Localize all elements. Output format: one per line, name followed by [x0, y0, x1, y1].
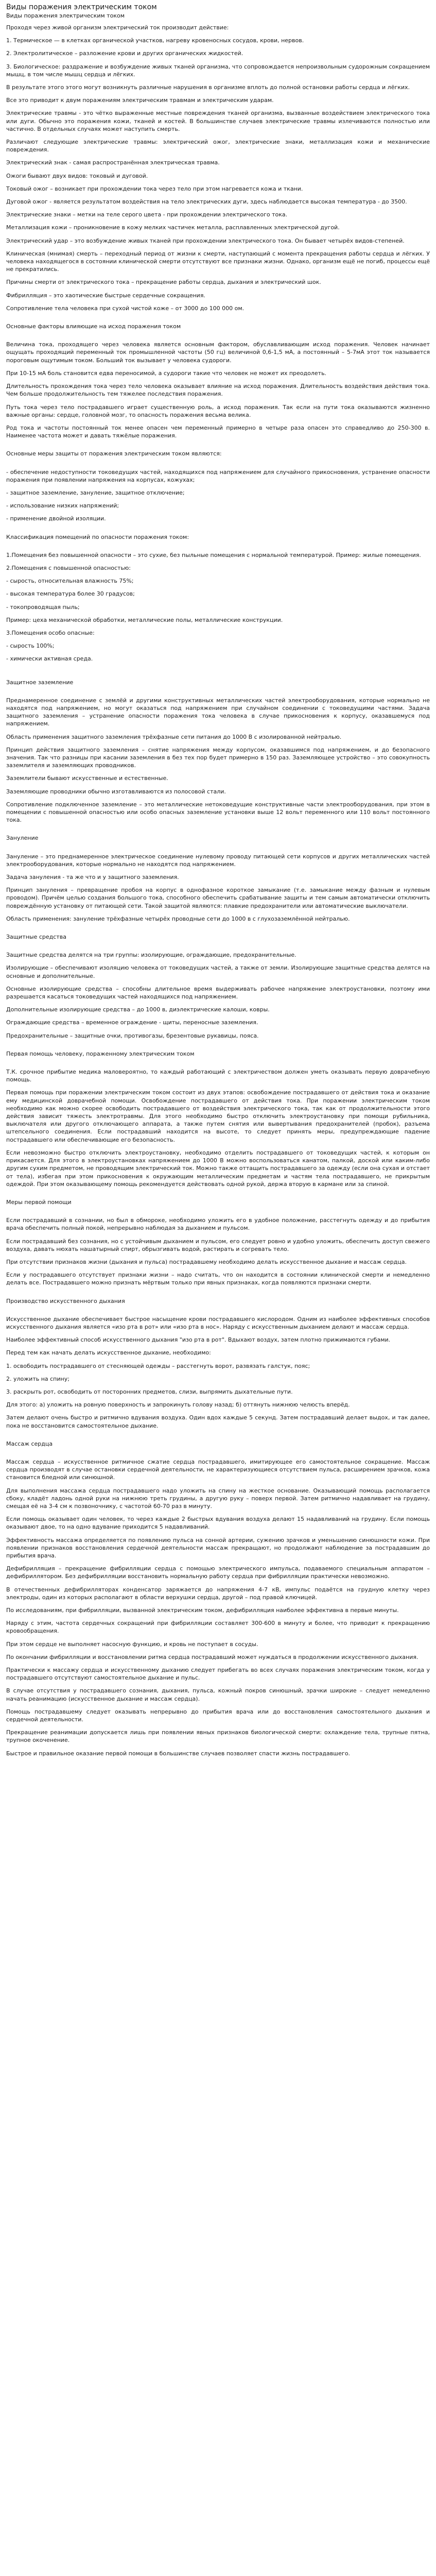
paragraph: Быстрое и правильное оказание первой помощи в большинстве случаев позволяет спасти жизнь пострадавшего. — [6, 1750, 351, 1757]
section-spacer — [6, 1435, 430, 1440]
paragraph: 3.Помещения особо опасные: — [6, 629, 95, 636]
section-heading: Основные меры защиты от поражения электрическим током являются: — [6, 450, 222, 457]
paragraph: Прекращение реанимации допускается лишь при появлении явных признаков биологической смерти: охлаждение тела, трупные пятна, трупное окоченение. — [6, 1729, 430, 1744]
paragraph: Защитные средства делятся на три группы: изолирующие, ограждающие, предохранительные. — [6, 952, 297, 959]
paragraph: Величина тока, проходящего через человека является основным фактором, обуславливающим исход поражения. Человек начинает ощущать проходящий переменный ток промышленной частоты (50 гц) величиной 0,6-1,5 мА, а постоянный – 5-7мА этот ток называется пороговым ощутимым током. Больший ток вызывает у человека судороги. — [6, 341, 430, 364]
page-subtitle: Виды поражения электрическим током — [6, 12, 125, 19]
section-heading: Меры первой помощи — [6, 1198, 72, 1206]
section-spacer — [6, 1453, 430, 1458]
section-spacer — [6, 1310, 430, 1315]
paragraph: Если пострадавший без сознания, но с устойчивым дыханием и пульсом, его следует ровно и удобно уложить, обеспечить доступ свежего воздуха, давать нюхать нашатырный спирт, обрызгивать водой, растирать и согревать тело. — [6, 1238, 430, 1252]
section-spacer — [6, 528, 430, 533]
section-spacer — [6, 335, 430, 341]
paragraph: Если невозможно быстро отключить электроустановку, необходимо отделить пострадавшего от токоведущих частей, к которым он прикасается. Для этого в электроустановках напряжением до 1000 В можно воспользоваться канатом, палкой, доской или каким-либо другим сухим предметом, не проводящим электрический ток. Можно также оттащить пострадавшего за одежду (если она сухая и отстает от тела), избегая при этом прикосновения к окружающим металлическим предметам и частям тела пострадавшего, не прикрытым одеждой. При этом оказывающему помощь рекомендуется действовать одной рукой, держа вторую в кармане или за спиной. — [6, 1149, 430, 1188]
paragraph: Клиническая (мнимая) смерть – переходный период от жизни к смерти, наступающий с момента прекращения работы сердца и лёгких. У человека находящегося в состоянии клинической смерти отсутствуют все признаки жизни. Однако, организм ещё не погиб, процессы ещё не прекратились. — [6, 250, 430, 273]
section-spacer — [6, 463, 430, 468]
paragraph: Дефибрилляция – прекращение фибрилляции сердца с помощью электрического импульса, подаваемого специальным аппаратом – дефибриллятором. Без дефибрилляции восстановить нормальную работу сердца при фибрилляции практически невозможно. — [6, 1565, 430, 1580]
section-heading: Зануление — [6, 835, 39, 842]
paragraph: Электрические травмы - это чётко выраженные местные повреждения тканей организма, вызванные воздействием электрического тока или дуги. Обычно это поражения кожи, тканей и костей. В большинстве случаев электрические травмы излечиваются полностью или частично. В отдельных случаях может наступить смерть. — [6, 110, 430, 132]
paragraph: Дуговой ожог - является результатом воздействия на тело электрических дуги, здесь наблюдается высокая температура - до 3500. — [6, 198, 407, 206]
paragraph: Ограждающие средства – временное ограждение - щиты, переносные заземления. — [6, 1019, 258, 1026]
paragraph: Заземлители бывают искусственные и естественные. — [6, 775, 168, 782]
paragraph: Перед тем как начать делать искусственное дыхание, необходимо: — [6, 1349, 211, 1357]
section-spacer — [6, 317, 430, 323]
paragraph: В отечественных дефибрилляторах конденсатор заряжается до напряжения 4-7 кВ, импульс подаётся на грудную клетку через электроды, один из которых располагают в области верхушки сердца, другой – под правой ключицей. — [6, 1586, 430, 1601]
paragraph: Ожоги бывают двух видов: токовый и дуговой. — [6, 172, 148, 179]
paragraph: Металлизация кожи – проникновение в кожу мелких частичек металла, расплавленных электрической дугой. — [6, 224, 340, 231]
paragraph: 1. освободить пострадавшего от стесняющей одежды – расстегнуть ворот, развязать галстук, пояс; — [6, 1362, 310, 1369]
paragraph: Электрический удар – это возбуждение живых тканей при прохождении электрического тока. Он бывает четырёх видов-степеней. — [6, 237, 405, 244]
section-spacer — [6, 1193, 430, 1198]
paragraph: Принцип зануления – превращение пробоя на корпус в однофазное короткое замыкание (т.е. замыкание между фазным и нулевым проводом). Причём целью создания большого тока, способного обеспечить срабатывание защиты и тем самым автоматически отключить повреждённую установку от питающей сети. Такой защитой являются: плавкие предохранители или автоматические выключатели. — [6, 887, 430, 909]
paragraph: Первая помощь при поражении электрическим током состоит из двух этапов: освобождение пострадавшего от действия тока и оказание ему медицинской доврачебной помощи. Освобождение пострадавшего от действия тока. При поражении электрическим током необходимо как можно скорее освободить пострадавшего от воздействия электрического тока, так как от продолжительности этого действия зависит тяжесть электротравмы. Для этого необходимо быстро отключить электроустановку при помощи рубильника, выключателя или другого отключающего аппарата, а также путем снятия или вывертывания предохранителей (пробок), разъема штепсельного соединения. Если пострадавший находится на высоте, то следует принять меры, предупреждающие падение пострадавшего или обеспечивающие его безопасность. — [6, 1089, 430, 1143]
paragraph: Основные изолирующие средства – способны длительное время выдерживать рабочее напряжение электроустановки, поэтому ими разрешается касаться токоведущих частей находящихся под напряжением. — [6, 985, 430, 1001]
paragraph: 3. Биологическое: раздражение и возбуждение живых тканей организма, что сопровождается непроизвольным судорожным сокращением мышц, в том числе мышц сердца и лёгких. — [6, 63, 430, 78]
paragraph: Если у пострадавшего отсутствует признаки жизни – надо считать, что он находится в состоянии клинической смерти и немедленно делать все. Пострадавшего можно признать мёртвым только при явных признаках, когда появляются признаки смерти. — [6, 1272, 430, 1286]
paragraph: Наряду с этим, частота сердечных сокращений при фибрилляции составляет 300-600 в минуту и более, что приводит к прекращению кровообращения. — [6, 1620, 430, 1635]
paragraph: Область применения защитного заземления трёхфазные сети питания до 1000 В с изолированной нейтралью. — [6, 733, 342, 740]
section-spacer — [6, 691, 430, 697]
section-heading: Производство искусственного дыхания — [6, 1297, 125, 1304]
paragraph: Электрический знак - самая распространённая электрическая травма. — [6, 159, 220, 166]
paragraph: По исследованиям, при фибрилляции, вызванной электрическим током, дефибрилляция наиболее эффективна в первые минуты. — [6, 1607, 399, 1614]
paragraph: Изолирующие – обеспечивают изоляцию человека от токоведущих частей, а также от земли. Изолирующие защитные средства делятся на основные и дополнительные. — [6, 964, 430, 979]
paragraph: Различают следующие электрические травмы: электрический ожог, электрические знаки, металлизация кожи и механические повреждения. — [6, 139, 430, 154]
paragraph: При 10-15 мА боль становится едва переносимой, а судороги такие что человек не может их преодолеть. — [6, 369, 327, 377]
paragraph: Род тока и частоты постоянный ток менее опасен чем переменный примерно в четыре раза опасен это справедливо до 250-300 в. Наименее частота может и давать тяжёлые поражения. — [6, 424, 430, 439]
paragraph: 2.Помещения с повышенной опасностью: — [6, 564, 131, 571]
paragraph: - применение двойной изоляции. — [6, 515, 106, 522]
paragraph: В случае отсутствия у пострадавшего сознания, дыхания, пульса, кожный покров синюшный, зрачки широкие – следует немедленно начать реанимацию (искусственное дыхание и массаж сердца). — [6, 1687, 430, 1702]
paragraph: Принцип действия защитного заземления – снятие напряжения между корпусом, оказавшимся под напряжением, и до безопасного значения. Так что разницы при касании заземления в без тех пор будет примерно в 150 раз. Заземляющее устройство – это совокупность заземлителя и заземляющих проводников. — [6, 746, 430, 769]
paragraph: Если помощь оказывает один человек, то через каждые 2 быстрых вдувания воздуха делают 15 надавливаний на грудину. Если помощь оказывают двое, то на одно вдувание приходится 5 надавливаний. — [6, 1516, 430, 1531]
section-spacer — [6, 848, 430, 853]
paragraph: Для выполнения массажа сердца пострадавшего надо уложить на спину на жесткое основание. Оказывающий помощь располагается сбоку, кладёт ладонь одной руки на нижнюю треть грудины, а другую руку – поверх первой. Затем ритмично надавливает на грудину, смещая её на 3-4 см к позвоночнику, с частотой 60-70 раз в минуту. — [6, 1487, 430, 1510]
paragraph: Пример: цеха механической обработки, металлические полы, металлические конструкции. — [6, 616, 283, 623]
paragraph: 2. уложить на спину; — [6, 1375, 69, 1382]
paragraph: - использование низких напряжений; — [6, 502, 119, 510]
paragraph: 3. раскрыть рот, освободить от посторонних предметов, слизи, выпрямить дыхательные пути. — [6, 1388, 293, 1395]
section-spacer — [6, 673, 430, 679]
paragraph: Путь тока через тело пострадавшего играет существенную роль, а исход поражения. Так если на пути тока оказываются жизненно важные органы: сердце, головной мозг, то опасность поражения весьма велика. — [6, 403, 430, 418]
paragraph: По окончании фибрилляции и восстановлении ритма сердца пострадавший может нуждаться в продолжении искусственного дыхания. — [6, 1653, 418, 1660]
page-title: Виды поражения электрическим током — [6, 3, 157, 11]
paragraph: Причины смерти от электрического тока – прекращение работы сердца, дыхания и электрический шок. — [6, 279, 321, 286]
section-spacer — [6, 1063, 430, 1068]
document-body — [6, 24, 430, 1757]
section-spacer — [6, 445, 430, 450]
paragraph: - обеспечение недоступности токоведущих частей, находящихся под напряжением для случайного прикосновения, устранение опасности поражения при появлении напряжения на корпусах, кожухах; — [6, 468, 430, 483]
section-spacer — [6, 928, 430, 933]
section-spacer — [6, 946, 430, 951]
paragraph: Проходя через живой организм электрический ток производит действие: — [6, 24, 229, 31]
paragraph: Эффективность массажа определяется по появлению пульса на сонной артерии, сужению зрачков и уменьшению синюшности кожи. При появлении признаков восстановления сердечной деятельности массаж прекращают, но продолжают наблюдение за пострадавшим до прибытия врача. — [6, 1536, 430, 1559]
section-heading: Массаж сердца — [6, 1440, 53, 1447]
section-spacer — [6, 1211, 430, 1216]
paragraph: Сопротивление тела человека при сухой чистой коже – от 3000 до 100 000 ом. — [6, 304, 245, 312]
section-spacer — [6, 829, 430, 834]
section-heading: Основные факторы влияющие на исход поражения током — [6, 323, 181, 330]
section-spacer — [6, 546, 430, 551]
paragraph: Затем делают очень быстро и ритмично вдувания воздуха. Один вдох каждые 5 секунд. Затем пострадавший делает выдох, и так далее, пока не восстановится самостоятельное дыхание. — [6, 1414, 430, 1429]
paragraph: Заземляющие проводники обычно изготавливаются из полосовой стали. — [6, 788, 226, 795]
paragraph: 2. Электролитическое – разложение крови и других органических жидкостей. — [6, 50, 243, 57]
paragraph: Преднамеренное соединение с землёй и другими конструктивных металлических частей электрооборудования, которые нормально не находятся под напряжением, но могут оказаться под напряжением при случайном соединении с токоведущими частями. Задача защитного заземления – устранение опасности поражения тока человека в случае прикосновения к корпусу, оказавшемуся под напряжением. — [6, 697, 430, 727]
paragraph: 1. Термическое — в клетках органической участков, нагреву кровеносных сосудов, крови, нервов. — [6, 37, 304, 44]
paragraph: Сопротивление подключенное заземление – это металлические нетоковедущие конструктивные части электрооборудования, при этом в помещении с повышенной опасностью или особо опасных заземление установки выше 12 вольт переменного или 110 вольт постоянного тока. — [6, 801, 430, 824]
section-heading: Классификация помещений по опасности поражения током: — [6, 533, 189, 540]
paragraph: Фибрилляция – это хаотические быстрые сердечные сокращения. — [6, 292, 205, 299]
paragraph: Искусственное дыхание обеспечивает быстрое насыщение крови пострадавшего кислородом. Одним из наиболее эффективных способов искусственного дыхания является «изо рта в рот» или «изо рта в нос». Наряду с искусственным дыханием делают и массаж сердца. — [6, 1315, 430, 1330]
paragraph: Если пострадавший в сознании, но был в обмороке, необходимо уложить его в удобное положение, расстегнуть одежду и до прибытия врача обеспечить полный покой, непрерывно наблюдая за дыханием и пульсом. — [6, 1217, 430, 1232]
paragraph: В результате этого этого могут возникнуть различные нарушения в организме вплоть до полной остановки работы сердца и лёгких. — [6, 84, 410, 91]
paragraph: При отсутствии признаков жизни (дыхания и пульса) пострадавшему необходимо делать искусственное дыхание и массаж сердца. — [6, 1258, 407, 1265]
paragraph: - химически активная среда. — [6, 655, 93, 663]
section-heading: Защитные средства — [6, 934, 66, 941]
paragraph: - сырость 100%; — [6, 642, 55, 650]
paragraph: При этом сердце не выполняет насосную функцию, и кровь не поступает в сосуды. — [6, 1640, 258, 1648]
paragraph: Электрические знаки – метки на теле серого цвета - при прохождении электрического тока. — [6, 211, 288, 218]
paragraph: Помощь пострадавшему следует оказывать непрерывно до прибытия врача или до восстановления самостоятельного дыхания и сердечной деятельности. — [6, 1708, 430, 1723]
paragraph: - сырость, относительная влажность 75%; — [6, 578, 134, 585]
paragraph: Наиболее эффективный способ искусственного дыхания "изо рта в рот". Вдыхают воздух, затем плотно прижимаются губами. — [6, 1336, 391, 1344]
paragraph: Зануление – это преднамеренное электрическое соединение нулевому проводу питающей сети корпусов и других металлических частей электрооборудования, которые нормально не находятся под напряжением. — [6, 853, 430, 868]
section-heading: Защитное заземление — [6, 679, 74, 686]
paragraph: Дополнительные изолирующие средства – до 1000 в, диэлектрические калоши, ковры. — [6, 1006, 270, 1013]
section-spacer — [6, 668, 430, 673]
paragraph: Область применения: зануление трёхфазные четырёх проводные сети до 1000 в с глухозаземлённой нейтралью. — [6, 915, 350, 922]
section-spacer — [6, 1292, 430, 1297]
section-heading: Первая помощь человеку, пораженному электрическим током — [6, 1050, 195, 1057]
paragraph: Токовый ожог – возникает при прохождении тока через тело при этом нагревается кожа и ткани. — [6, 185, 303, 192]
paragraph: Длительность прохождения тока через тело человека оказывает влияние на исход поражения. Длительность воздействия действия тока. Чем больше продолжительность тем тяжелее последствия поражения. — [6, 383, 430, 398]
paragraph: - высокая температура более 30 градусов; — [6, 590, 135, 598]
paragraph: - защитное заземление, зануление, защитное отключение; — [6, 489, 185, 496]
paragraph: Предохранительные – защитные очки, противогазы, брезентовые рукавицы, пояса. — [6, 1032, 259, 1039]
paragraph: Все это приводит к двум поражениям электрическим травмам и электрическим ударам. — [6, 97, 274, 104]
paragraph: Т.К. срочное прибытие медика маловероятно, то каждый работающий с электричеством должен уметь оказывать первую доврачебную помощь. — [6, 1069, 430, 1083]
paragraph: Задача зануления - та же что и у защитного заземления. — [6, 874, 179, 881]
paragraph: Для этого: а) уложить на ровную поверхность и запрокинуть голову назад; б) оттянуть нижнюю челюсть вперёд. — [6, 1401, 350, 1409]
paragraph: 1.Помещения без повышенной опасности – это сухие, без пыльные помещения с нормальной температурой. Пример: жилые помещения. — [6, 551, 421, 558]
paragraph: Практически к массажу сердца и искусственному дыханию следует прибегать во всех случаях поражения электрическим током, когда у пострадавшего отсутствуют самостоятельное дыхание и пульс. — [6, 1667, 430, 1682]
section-spacer — [6, 1045, 430, 1050]
paragraph: Массаж сердца – искусственное ритмичное сжатие сердца пострадавшего, имитирующее его самостоятельное сокращение. Массаж сердца производят в случае остановки сердечной деятельности, не характеризующиеся отсутствием пульса, расширением зрачков, кожа становится бледной или синюшной. — [6, 1458, 430, 1481]
paragraph: - токопроводящая пыль; — [6, 603, 80, 611]
